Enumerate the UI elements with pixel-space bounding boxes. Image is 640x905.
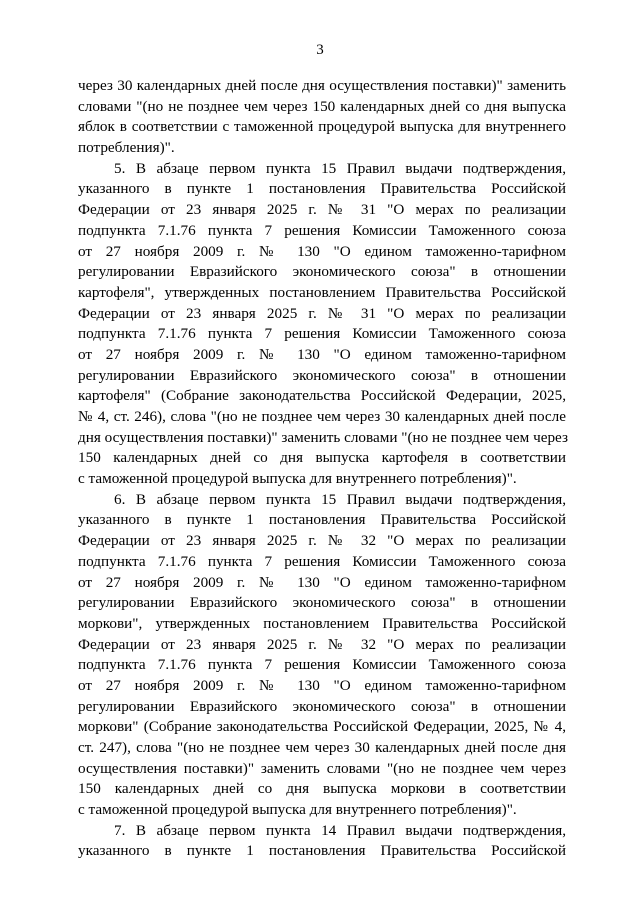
text-line: осуществления поставки)" заменить словами "(но не позднее чем через	[78, 759, 566, 777]
text-line: № 4, ст. 246), слова "(но не позднее чем через 30 календарных дней после	[78, 408, 566, 425]
text-line: Федерации от 23 января 2025 г. № 32 "О мерах по реализации	[78, 635, 566, 653]
text-line: подпункта 7.1.76 пункта 7 решения Комиссии Таможенного союза	[78, 552, 566, 570]
text-line: указанного в пункте 1 постановления Правительства Российской	[78, 842, 566, 860]
text-line: указанного в пункте 1 постановления Правительства Российской	[78, 180, 566, 198]
document-body	[78, 76, 566, 862]
paragraph-continuation	[78, 76, 566, 159]
text-line: регулировании Евразийского экономического союза" в отношении	[78, 697, 566, 715]
text-line: ст. 247), слова "(но не позднее чем через 30 календарных дней после дня	[78, 739, 566, 756]
text-line: регулировании Евразийского экономического союза" в отношении	[78, 594, 566, 612]
text-line: указанного в пункте 1 постановления Правительства Российской	[78, 511, 566, 529]
text-line: подпункта 7.1.76 пункта 7 решения Комиссии Таможенного союза	[78, 656, 566, 674]
text-line: потребления)".	[78, 139, 175, 157]
text-line: моркови", утвержденных постановлением Правительства Российской	[78, 614, 566, 632]
text-line: картофеля", утвержденных постановлением Правительства Российской	[78, 283, 566, 301]
text-line: с таможенной процедурой выпуска для внутреннего потребления)".	[78, 470, 517, 488]
text-line: Федерации от 23 января 2025 г. № 31 "О мерах по реализации	[78, 201, 566, 219]
text-line: через 30 календарных дней после дня осуществления поставки)" заменить	[78, 77, 566, 94]
text-line: регулировании Евразийского экономического союза" в отношении	[78, 366, 566, 384]
text-line: яблок в соответствии с таможенной процедурой выпуска для внутреннего	[78, 118, 566, 136]
text-line: Федерации от 23 января 2025 г. № 31 "О мерах по реализации	[78, 304, 566, 322]
text-line: от 27 ноября 2009 г. № 130 "О едином таможенно-тарифном	[78, 573, 566, 591]
text-line: картофеля" (Собрание законодательства Российской Федерации, 2025,	[78, 387, 566, 405]
text-line: от 27 ноября 2009 г. № 130 "О едином таможенно-тарифном	[78, 345, 566, 363]
text-line: 6. В абзаце первом пункта 15 Правил выдачи подтверждения,	[114, 490, 566, 508]
page-number: 3	[316, 42, 324, 58]
text-line: Федерации от 23 января 2025 г. № 32 "О мерах по реализации	[78, 532, 566, 550]
text-line: подпункта 7.1.76 пункта 7 решения Комиссии Таможенного союза	[78, 325, 566, 343]
text-line: 5. В абзаце первом пункта 15 Правил выдачи подтверждения,	[114, 159, 566, 177]
text-line: подпункта 7.1.76 пункта 7 решения Комиссии Таможенного союза	[78, 221, 566, 239]
text-line: моркови" (Собрание законодательства Российской Федерации, 2025, № 4,	[78, 718, 566, 736]
paragraph-item-5	[78, 159, 566, 490]
paragraph-item-6	[78, 490, 566, 821]
text-line: дня осуществления поставки)" заменить словами "(но не позднее чем через	[78, 428, 568, 446]
text-line: словами "(но не позднее чем через 150 календарных дней со дня выпуска	[78, 97, 566, 115]
text-line: 150 календарных дней со дня выпуска картофеля в соответствии	[78, 449, 566, 467]
text-line: регулировании Евразийского экономического союза" в отношении	[78, 263, 566, 281]
paragraph-item-7	[78, 821, 566, 862]
text-line: с таможенной процедурой выпуска для внутреннего потребления)".	[78, 801, 517, 819]
text-line: 7. В абзаце первом пункта 14 Правил выдачи подтверждения,	[114, 821, 566, 839]
text-line: 150 календарных дней со дня выпуска моркови в соответствии	[78, 780, 566, 798]
text-line: от 27 ноября 2009 г. № 130 "О едином таможенно-тарифном	[78, 676, 566, 694]
text-line: от 27 ноября 2009 г. № 130 "О едином таможенно-тарифном	[78, 242, 566, 260]
